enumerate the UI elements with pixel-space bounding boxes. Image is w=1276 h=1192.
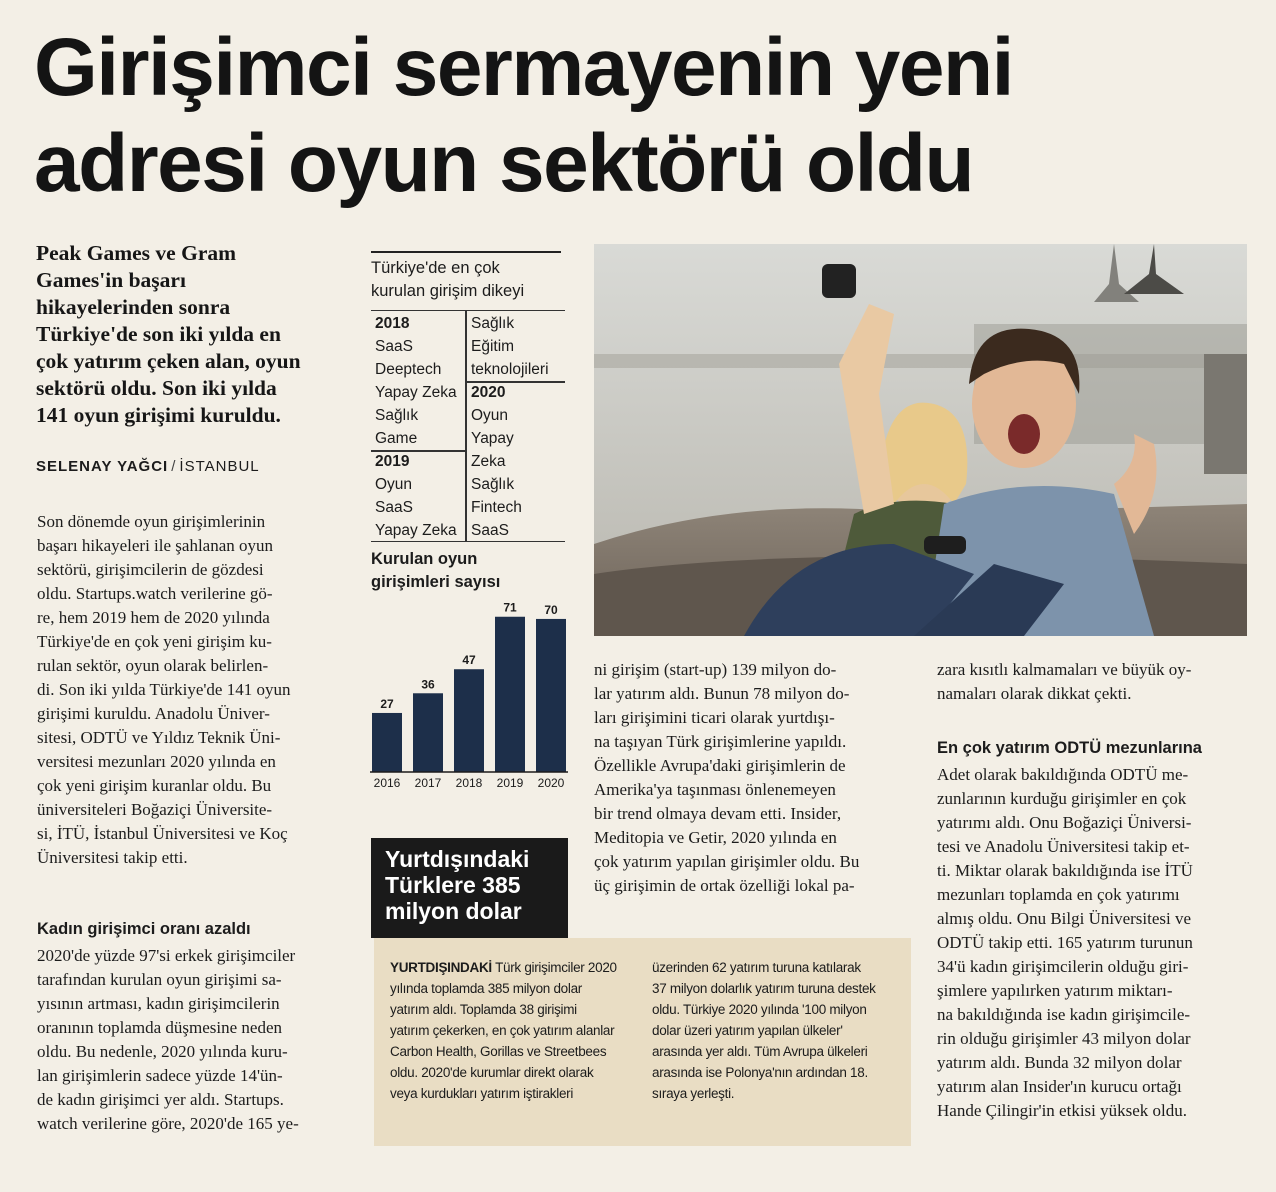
- box-headline-line: Yurtdışındaki: [385, 846, 530, 872]
- box-line: Türk girişimciler 2020: [491, 960, 617, 975]
- box-line: oldu. Türkiye 2020 yılında '100 milyon: [652, 1002, 867, 1017]
- body-line: almış oldu. Onu Bilgi Üniversitesi ve: [937, 909, 1192, 928]
- table-cell: Fintech: [471, 499, 522, 516]
- body-line: yatırım alan Insider'ın kurucu ortağı: [937, 1077, 1182, 1096]
- table-cell: SaaS: [375, 499, 413, 516]
- sidebar-story-column-1: [390, 957, 617, 1104]
- chart-tick-label: 2019: [496, 776, 524, 790]
- body-line: ları girişimini ticari olarak yurtdışı-: [594, 708, 835, 727]
- game-startups-bar-chart: [365, 594, 580, 794]
- body-line: tesi ve Anadolu Üniversitesi takip et-: [937, 837, 1190, 856]
- body-line: versitesi mezunları 2020 yılında en: [37, 752, 276, 771]
- deck-line: Peak Games ve Gram: [36, 241, 237, 265]
- headline-line-2: adresi oyun sektörü oldu: [34, 118, 974, 209]
- sidebar-lead-word: YURTDIŞINDAKİ: [390, 960, 492, 975]
- chart-bar: [454, 669, 484, 772]
- body-line: şimlere yapılırken yatırım miktarı-: [937, 981, 1173, 1000]
- chart-tick-label: 2020: [537, 776, 565, 790]
- headline: [34, 20, 1264, 212]
- deck: [36, 240, 336, 429]
- body-line: zara kısıtlı kalmamaları ve büyük oy-: [937, 660, 1192, 679]
- body-line: Üniversitesi takip etti.: [37, 848, 188, 867]
- table-cell: SaaS: [471, 522, 509, 539]
- byline: [36, 458, 260, 475]
- table-divider: [465, 311, 467, 541]
- body-line: rulan sektör, oyun olarak belirlen-: [37, 656, 269, 675]
- body-line: Amerika'ya taşınması önlenemeyen: [594, 780, 836, 799]
- box-line: arasında ise Polonya'nın ardından 18.: [652, 1065, 868, 1080]
- body-line: di. Son iki yılda Türkiye'de 141 oyun: [37, 680, 291, 699]
- body-line: rin olduğu girişimler 43 milyon dolar: [937, 1029, 1191, 1048]
- box-line: yatırım aldı. Toplamda 38 girişimi: [390, 1002, 577, 1017]
- body-line: namaları olarak dikkat çekti.: [937, 684, 1132, 703]
- table-cell: teknolojileri: [471, 361, 549, 378]
- table-top-rule: [371, 251, 561, 253]
- body-line: yatırımı aldı. Onu Boğaziçi Üniversi-: [937, 813, 1192, 832]
- table-cell: Sağlık: [471, 476, 515, 493]
- table-title-line: Türkiye'de en çok: [371, 259, 500, 277]
- deck-line: sektörü oldu. Son iki yılda: [36, 376, 277, 400]
- chart-bar: [495, 617, 525, 772]
- body-line: yatırım aldı. Bunda 32 milyon dolar: [937, 1053, 1182, 1072]
- box-line: 37 milyon dolarlık yatırım turuna destek: [652, 981, 876, 996]
- body-line: yısının artması, kadın girişimcilerin: [37, 994, 280, 1013]
- deck-line: hikayelerinden sonra: [36, 295, 231, 319]
- body-line: ODTÜ takip etti. 165 yatırım turunun: [937, 933, 1193, 952]
- sidebar-story-column-2: [652, 957, 876, 1104]
- body-line: Son dönemde oyun girişimlerinin: [37, 512, 266, 531]
- table-cell: Zeka: [471, 453, 506, 470]
- box-headline-line: milyon dolar: [385, 898, 522, 924]
- sidebar-story-headline: [371, 838, 568, 938]
- box-line: arasında yer aldı. Tüm Avrupa ülkeleri: [652, 1044, 868, 1059]
- author-name: SELENAY YAĞCI: [36, 458, 169, 475]
- table-cell: Game: [375, 430, 418, 447]
- box-line: oldu. 2020'de kurumlar direkt olarak: [390, 1065, 594, 1080]
- table-cell-year: 2020: [471, 384, 506, 401]
- table-cell: Eğitim: [471, 338, 515, 355]
- chart-title-line: girişimleri sayısı: [371, 573, 501, 591]
- table-title: [371, 257, 571, 303]
- body-line: başarı hikayeleri ile şahlanan oyun: [37, 536, 274, 555]
- deck-line: 141 oyun girişimi kuruldu.: [36, 403, 281, 427]
- body-line: mezunları toplamda en çok yatırımı: [937, 885, 1180, 904]
- body-line: ti. Miktar olarak bakıldığında ise İTÜ: [937, 861, 1193, 880]
- body-line: re, hem 2019 hem de 2020 yılında: [37, 608, 270, 627]
- deck-line: Games'in başarı: [36, 268, 186, 292]
- body-line: 2020'de yüzde 97'si erkek girişimciler: [37, 946, 296, 965]
- byline-separator: /: [171, 458, 177, 475]
- deck-line: Türkiye'de son iki yılda en: [36, 322, 281, 346]
- table-cell: Deeptech: [375, 361, 442, 378]
- chart-tick-label: 2017: [414, 776, 442, 790]
- body-column-1b: [37, 944, 357, 1136]
- body-line: lan girişimlerin sadece yüzde 14'ün-: [37, 1066, 283, 1085]
- box-line: veya kurdukları yatırım iştirakleri: [390, 1086, 574, 1101]
- body-column-1: [37, 510, 357, 870]
- body-line: sektörü, girişimcilerin de gözdesi: [37, 560, 264, 579]
- body-line: si, İTÜ, İstanbul Üniversitesi ve Koç: [37, 824, 288, 843]
- body-line: zunlarının kurduğu girişimler en çok: [937, 789, 1187, 808]
- body-line: lar yatırım aldı. Bunun 78 milyon do-: [594, 684, 850, 703]
- body-line: girişimi kuruldu. Anadolu Üniver-: [37, 704, 270, 723]
- box-line: Carbon Health, Gorillas ve Streetbees: [390, 1044, 607, 1059]
- table-title-line: kurulan girişim dikeyi: [371, 282, 525, 300]
- body-line: tarafından kurulan oyun girişimi sa-: [37, 970, 282, 989]
- table-cell: Yapay: [471, 430, 514, 447]
- chart-tick-label: 2018: [455, 776, 483, 790]
- table-cell: Sağlık: [471, 315, 515, 332]
- body-line: üç girişimin de ortak özelliği lokal pa-: [594, 876, 855, 895]
- deck-line: çok yatırım çeken alan, oyun: [36, 349, 301, 373]
- body-column-4b: [937, 763, 1257, 1123]
- body-line: üniversiteleri Boğaziçi Üniversite-: [37, 800, 273, 819]
- box-line: dolar üzeri yatırım yapılan ülkeler': [652, 1023, 843, 1038]
- chart-title: [371, 548, 500, 594]
- photo-illustration: [594, 244, 1247, 636]
- table-cell: Oyun: [375, 476, 413, 493]
- body-line: Özellikle Avrupa'daki girişimlerin de: [594, 756, 846, 775]
- table-cell-year: 2018: [375, 315, 410, 332]
- subhead-odtu-graduates: En çok yatırım ODTÜ mezunlarına: [937, 739, 1202, 757]
- body-line: 34'ü kadın girişimcilerin olduğu giri-: [937, 957, 1189, 976]
- body-line: oranının toplamda düşmesine neden: [37, 1018, 283, 1037]
- body-line: sitesi, ODTÜ ve Yıldız Teknik Üni-: [37, 728, 281, 747]
- body-line: watch verilerine göre, 2020'de 165 ye-: [37, 1114, 299, 1133]
- byline-location: İSTANBUL: [179, 458, 260, 475]
- body-line: çok yeni girişim kuranlar oldu. Bu: [37, 776, 272, 795]
- chart-tick-label: 2016: [373, 776, 401, 790]
- body-column-3: [594, 658, 919, 898]
- chart-data-label: 27: [380, 696, 394, 711]
- headline-line-1: Girişimci sermayenin yeni: [34, 22, 1013, 113]
- body-line: na taşıyan Türk girişimlerine yapıldı.: [594, 732, 847, 751]
- table-cell: SaaS: [375, 338, 413, 355]
- table-cell: Sağlık: [375, 407, 419, 424]
- body-line: Adet olarak bakıldığında ODTÜ me-: [937, 765, 1189, 784]
- chart-data-label: 47: [462, 653, 476, 668]
- chart-bar: [372, 713, 402, 772]
- chart-bar: [413, 693, 443, 772]
- body-line: oldu. Bu nedenle, 2020 yılında kuru-: [37, 1042, 288, 1061]
- subhead-women-entrepreneurs: Kadın girişimci oranı azaldı: [37, 920, 251, 938]
- table-cell: Yapay Zeka: [375, 384, 457, 401]
- chart-bar: [536, 619, 566, 772]
- table-column-right: [471, 312, 565, 542]
- body-line: ni girişim (start-up) 139 milyon do-: [594, 660, 837, 679]
- body-line: oldu. Startups.watch verilerine gö-: [37, 584, 273, 603]
- body-line: Meditopia ve Getir, 2020 yılında en: [594, 828, 837, 847]
- body-line: çok yatırım yapılan girişimler oldu. Bu: [594, 852, 860, 871]
- chart-data-label: 36: [421, 677, 435, 692]
- body-column-4: [937, 658, 1257, 706]
- box-line: yatırım çekerken, en çok yatırım alanlar: [390, 1023, 615, 1038]
- box-line: sıraya yerleşti.: [652, 1086, 735, 1101]
- body-line: de kadın girişimci yer aldı. Startups.: [37, 1090, 284, 1109]
- chart-title-line: Kurulan oyun: [371, 550, 478, 568]
- box-line: üzerinden 62 yatırım turuna katılarak: [652, 960, 861, 975]
- chart-data-label: 70: [544, 602, 558, 617]
- body-line: na bakıldığında ise kadın girişimcile-: [937, 1005, 1191, 1024]
- table-cell: Yapay Zeka: [375, 522, 457, 539]
- startup-verticals-table: [371, 310, 565, 542]
- table-column-left: [375, 312, 465, 542]
- box-headline-line: Türklere 385: [385, 872, 521, 898]
- table-cell: Oyun: [471, 407, 509, 424]
- body-line: Türkiye'de en çok yeni girişim ku-: [37, 632, 272, 651]
- box-line: yılında toplamda 385 milyon dolar: [390, 981, 582, 996]
- table-cell-year: 2019: [375, 453, 410, 470]
- chart-data-label: 71: [503, 600, 517, 615]
- body-line: Hande Çilingir'in etkisi yüksek oldu.: [937, 1101, 1188, 1120]
- couple-gaming-photo: [594, 244, 1247, 636]
- body-line: bir trend olmaya devam etti. Insider,: [594, 804, 842, 823]
